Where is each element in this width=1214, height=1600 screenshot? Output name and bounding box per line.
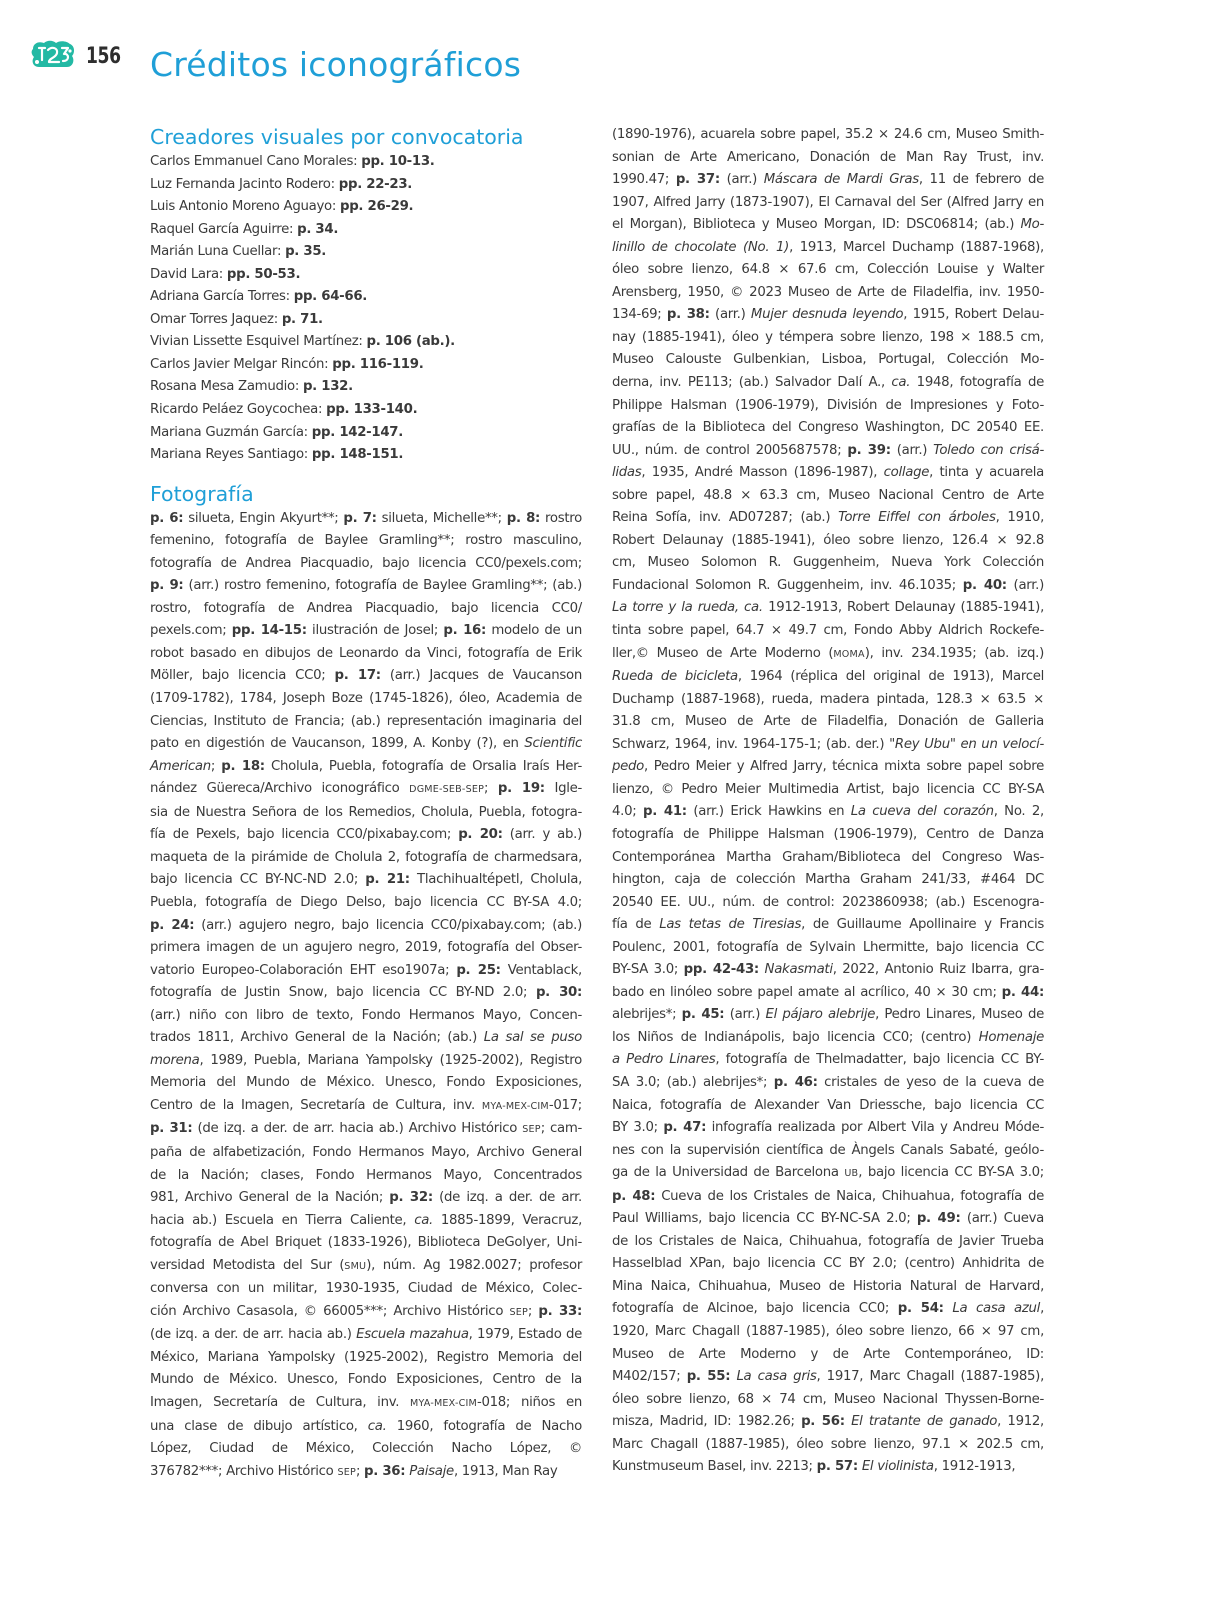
creator-name: Vivian Lissette Esquivel Martínez: — [150, 334, 367, 350]
credit-line: Naica, fotografía de Alexander Van Driessche, bajo licencia CC — [612, 1097, 1044, 1113]
creator-pages: pp. 22-23. — [338, 176, 413, 192]
creator-pages: pp. 116-119. — [332, 356, 424, 372]
creator-pages: pp. 64-66. — [293, 289, 368, 305]
credit-line: UU., núm. de control 2005687578; p. 39: (arr.) Toledo con crisá- — [612, 442, 1044, 458]
credit-line: nández Güereca/Archivo iconográfico DGME-SEB-SEP; p. 19: Igle- — [150, 781, 582, 797]
credit-line: misza, Madrid, ID: 1982.26; p. 56: El tratante de ganado, 1912, — [612, 1414, 1044, 1430]
creator-name: Mariana Reyes Santiago: — [150, 447, 312, 463]
left-column — [150, 124, 582, 1484]
credit-line: Centro de la Imagen, Secretaría de Cultura, inv. MYA-MEX-CIM-017; — [150, 1097, 582, 1113]
credit-line: nay (1885-1941), óleo y témpera sobre lienzo, 198 × 188.5 cm, — [612, 329, 1044, 345]
creator-pages: pp. 26-29. — [339, 199, 414, 215]
credit-line: linillo de chocolate (No. 1), 1913, Marcel Duchamp (1887-1968), — [612, 239, 1044, 255]
credit-line: Arensberg, 1950, © 2023 Museo de Arte de Filadelfia, inv. 1950- — [612, 284, 1044, 300]
creator-item — [150, 399, 582, 422]
credit-line: de la Nación; clases, Fondo Hermanos Mayo, Concentrados — [150, 1167, 582, 1183]
creator-pages: p. 106 (ab.). — [366, 334, 455, 350]
credit-line: tinta sobre papel, 64.7 × 49.7 cm, Fondo Abby Aldrich Rockefe- — [612, 623, 1044, 639]
credit-line: óleo sobre lienzo, 64.8 × 67.6 cm, Colección Louise y Walter — [612, 262, 1044, 278]
credit-line: México, Mariana Yampolsky (1925-2002), Registro Memoria del — [150, 1349, 582, 1365]
creator-item — [150, 286, 582, 309]
credit-line: Rueda de bicicleta, 1964 (réplica del original de 1913), Marcel — [612, 669, 1044, 685]
credit-line: Duchamp (1887-1968), rueda, madera pintada, 128.3 × 63.5 × — [612, 691, 1044, 707]
creator-pages: pp. 133-140. — [326, 402, 418, 418]
credit-line: 20540 EE. UU., núm. de control: 2023860938; (ab.) Escenogra- — [612, 894, 1044, 910]
credit-line: fotografía de Alcinoe, bajo licencia CC0; p. 54: La casa azul, — [612, 1301, 1044, 1317]
credit-line: p. 9: (arr.) rostro femenino, fotografía de Baylee Gramling**; (ab.) — [150, 578, 582, 594]
creators-section-title: Creadores visuales por convocatoria — [150, 125, 524, 149]
creator-name: Adriana García Torres: — [150, 289, 294, 305]
credit-line: a Pedro Linares, fotografía de Thelmadatter, bajo licencia CC BY- — [612, 1052, 1044, 1068]
credit-line: pexels.com; pp. 14-15: ilustración de Josel; p. 16: modelo de un — [150, 623, 582, 639]
credit-line: Museo de Arte Moderno y de Arte Contemporáneo, ID: — [612, 1346, 1044, 1362]
creator-pages: p. 34. — [297, 221, 339, 237]
credit-line: Contemporánea Martha Graham/Biblioteca del Congreso Was- — [612, 849, 1044, 865]
creator-pages: pp. 10-13. — [361, 154, 435, 169]
creator-item — [150, 309, 582, 332]
logo-icon — [30, 40, 76, 70]
credit-line: femenino, fotografía de Baylee Gramling**; rostro masculino, — [150, 533, 582, 549]
creator-item — [150, 174, 582, 197]
credit-line: hington, caja de colección Martha Graham 241/33, #464 DC — [612, 872, 1044, 888]
credit-line: 1920, Marc Chagall (1887-1985), óleo sobre lienzo, 66 × 97 cm, — [612, 1323, 1044, 1339]
creator-name: Raquel García Aguirre: — [150, 221, 298, 237]
credit-line: Poulenc, 2001, fotografía de Sylvain Lhermitte, bajo licencia CC — [612, 939, 1044, 955]
creator-pages: p. 35. — [285, 244, 327, 260]
credit-line: ga de la Universidad de Barcelona UB, bajo licencia CC BY-SA 3.0; — [612, 1165, 1044, 1181]
credit-line: BY-SA 3.0; pp. 42-43: Nakasmati, 2022, Antonio Ruiz Ibarra, gra- — [612, 962, 1044, 978]
credit-line: BY 3.0; p. 47: infografía realizada por Albert Vila y Andreu Móde- — [612, 1120, 1044, 1136]
credit-line: p. 24: (arr.) agujero negro, bajo licencia CC0/pixabay.com; (ab.) — [150, 917, 582, 933]
creator-item — [150, 219, 582, 242]
credit-line: Memoria del Mundo de México. Unesco, Fondo Exposiciones, — [150, 1075, 582, 1091]
creator-name: Mariana Guzmán García: — [150, 424, 312, 440]
credit-line: 1907, Alfred Jarry (1873-1907), El Carnaval del Ser (Alfred Jarry en — [612, 194, 1044, 210]
credit-line: lienzo, © Pedro Meier Multimedia Artist, bajo licencia CC BY-SA — [612, 781, 1044, 797]
credit-line: primera imagen de un agujero negro, 2019, fotografía del Obser- — [150, 940, 582, 956]
credit-line: lidas, 1935, André Masson (1896-1987), collage, tinta y acuarela — [612, 465, 1044, 481]
creator-name: David Lara: — [150, 266, 227, 282]
credit-line: SA 3.0; (ab.) alebrijes*; p. 46: cristales de yeso de la cueva de — [612, 1074, 1044, 1090]
credit-line: (arr.) niño con libro de texto, Fondo Hermanos Mayo, Concen- — [150, 1007, 582, 1023]
credit-line: American; p. 18: Cholula, Puebla, fotografía de Orsalia Iraís Her- — [150, 758, 582, 774]
creator-name: Carlos Javier Melgar Rincón: — [150, 356, 333, 372]
page-number: 156 — [86, 44, 121, 69]
credit-line: 4.0; p. 41: (arr.) Erick Hawkins en La cueva del corazón, No. 2, — [612, 804, 1044, 820]
credit-line: sia de Nuestra Señora de los Remedios, Cholula, Puebla, fotogra- — [150, 804, 582, 820]
creator-name: Ricardo Peláez Goycochea: — [150, 402, 327, 418]
credit-line: Fundacional Solomon R. Guggenheim, inv. 46.1035; p. 40: (arr.) — [612, 577, 1044, 593]
creators-list — [150, 151, 582, 467]
credit-line: 134-69; p. 38: (arr.) Mujer desnuda leyendo, 1915, Robert Delau- — [612, 307, 1044, 323]
creator-pages: pp. 148-151. — [311, 447, 404, 463]
credit-line: Reina Sofía, inv. AD07287; (ab.) Torre Eiffel con árboles, 1910, — [612, 510, 1044, 526]
credit-line: pato en digestión de Vaucanson, 1899, A. Konby (?), en Scientific — [150, 736, 582, 752]
credit-line: 981, Archivo General de la Nación; p. 32: (de izq. a der. de arr. — [150, 1190, 582, 1206]
creator-name: Luz Fernanda Jacinto Rodero: — [150, 176, 339, 192]
credit-line: Museo Calouste Gulbenkian, Lisboa, Portugal, Colección Mo- — [612, 352, 1044, 368]
creator-pages: p. 132. — [302, 379, 353, 395]
credit-line: Puebla, fotografía de Diego Delso, bajo licencia CC BY-SA 4.0; — [150, 894, 582, 910]
credit-line: robot basado en dibujos de Leonardo da Vinci, fotografía de Erik — [150, 645, 582, 661]
creator-name: Carlos Emmanuel Cano Morales: — [150, 154, 362, 169]
creator-name: Rosana Mesa Zamudio: — [150, 379, 303, 395]
credit-line: ller,© Museo de Arte Moderno (MOMA), inv. 234.1935; (ab. izq.) — [612, 645, 1044, 661]
credit-line: Kunstmuseum Basel, inv. 2213; p. 57: El violinista, 1912-1913, — [612, 1459, 1016, 1475]
credit-line: cm, Museo Solomon R. Guggenheim, Nueva York Colección — [612, 555, 1044, 571]
credit-line: Ciencias, Instituto de Francia; (ab.) representación imaginaria del — [150, 713, 582, 729]
credit-line: versidad Metodista del Sur (SMU), núm. Ag 1982.0027; profesor — [150, 1257, 582, 1273]
photography-credits — [150, 508, 582, 1485]
creator-name: Omar Torres Jaquez: — [150, 311, 282, 327]
credit-line: sobre papel, 48.8 × 63.3 cm, Museo Nacional Centro de Arte — [612, 487, 1044, 503]
credit-line: conversa con un militar, 1930-1935, Ciudad de México, Colec- — [150, 1281, 582, 1297]
creator-item — [150, 422, 582, 445]
credit-line: 1990.47; p. 37: (arr.) Máscara de Mardi Gras, 11 de febrero de — [612, 172, 1044, 188]
credit-line: La torre y la rueda, ca. 1912-1913, Robert Delaunay (1885-1941), — [612, 600, 1044, 616]
creator-item — [150, 264, 582, 287]
credit-line: (1709-1782), 1784, Joseph Boze (1745-1826), óleo, Academia de — [150, 691, 582, 707]
credit-line: hacia ab.) Escuela en Tierra Caliente, ca. 1885-1899, Veracruz, — [150, 1212, 582, 1228]
credit-line: (1890-1976), acuarela sobre papel, 35.2 × 24.6 cm, Museo Smith- — [612, 127, 1044, 142]
credit-line: p. 6: silueta, Engin Akyurt**; p. 7: silueta, Michelle**; p. 8: rostro — [150, 510, 582, 526]
credit-line: trados 1811, Archivo General de la Nación; (ab.) La sal se puso — [150, 1030, 582, 1046]
creator-name: Marián Luna Cuellar: — [150, 244, 286, 260]
credit-line: Philippe Halsman (1906-1979), División de Impresiones y Foto- — [612, 397, 1044, 413]
credit-line: fía de Pexels, bajo licencia CC0/pixabay.com; p. 20: (arr. y ab.) — [150, 827, 582, 843]
credit-line: Robert Delaunay (1885-1941), óleo sobre lienzo, 126.4 × 92.8 — [612, 532, 1044, 548]
credit-line: pedo, Pedro Meier y Alfred Jarry, técnica mixta sobre papel sobre — [612, 759, 1044, 775]
credit-line: derna, inv. PE113; (ab.) Salvador Dalí A., ca. 1948, fotografía de — [612, 375, 1044, 391]
credit-line: Möller, bajo licencia CC0; p. 17: (arr.) Jacques de Vaucanson — [150, 668, 582, 684]
credit-line: M402/157; p. 55: La casa gris, 1917, Marc Chagall (1887-1985), — [612, 1369, 1044, 1385]
credit-line: Paul Williams, bajo licencia CC BY-NC-SA 2.0; p. 49: (arr.) Cueva — [612, 1211, 1044, 1227]
credit-line: fotografía de Justin Snow, bajo licencia CC BY-ND 2.0; p. 30: — [150, 985, 582, 1001]
credit-line: 31.8 cm, Museo de Arte de Filadelfia, Donación de Galleria — [612, 714, 1044, 730]
creator-pages: p. 71. — [281, 311, 323, 327]
credit-line: fotografía de Philippe Halsman (1906-1979), Centro de Danza — [612, 826, 1044, 842]
credit-line: 376782***; Archivo Histórico SEP; p. 36: Paisaje, 1913, Man Ray — [150, 1463, 558, 1479]
credit-line: el Morgan), Biblioteca y Museo Morgan, ID: DSC06814; (ab.) Mo- — [612, 217, 1044, 233]
credit-line: ción Archivo Casasola, © 66005***; Archivo Histórico SEP; p. 33: — [150, 1303, 582, 1319]
credit-line: López, Ciudad de México, Colección Nacho López, © — [150, 1441, 582, 1457]
credit-line: alebrijes*; p. 45: (arr.) El pájaro alebrije, Pedro Linares, Museo de — [612, 1007, 1044, 1023]
photography-credits-continued — [612, 124, 1044, 1479]
creator-pages: pp. 142-147. — [311, 424, 403, 440]
credit-line: Mundo de México. Unesco, Fondo Exposiciones, Centro de la — [150, 1372, 582, 1388]
credit-line: p. 31: (de izq. a der. de arr. hacia ab.) Archivo Histórico SEP; cam- — [150, 1121, 582, 1137]
credit-line: Imagen, Secretaría de Cultura, inv. MYA-MEX-CIM-018; niños en — [150, 1394, 582, 1410]
credit-line: los Niños de Indianápolis, bajo licencia CC0; (centro) Homenaje — [612, 1029, 1044, 1045]
creator-item — [150, 331, 582, 354]
credit-line: Marc Chagall (1887-1985), óleo sobre lienzo, 97.1 × 202.5 cm, — [612, 1436, 1044, 1452]
credit-line: óleo sobre lienzo, 68 × 74 cm, Museo Nacional Thyssen-Borne- — [612, 1391, 1044, 1407]
creator-name: Luis Antonio Moreno Aguayo: — [150, 199, 340, 215]
credit-line: fotografía de Abel Briquet (1833-1926), Biblioteca DeGolyer, Uni- — [150, 1235, 582, 1251]
credit-line: Hasselblad XPan, bajo licencia CC BY 2.0; (centro) Anhidrita de — [612, 1256, 1044, 1272]
credit-line: de los Cristales de Naica, Chihuahua, fotografía de Javier Trueba — [612, 1233, 1044, 1249]
credit-line: maqueta de la pirámide de Cholula 2, fotografía de charmedsara, — [150, 849, 582, 865]
photography-section-title: Fotografía — [150, 481, 254, 506]
credit-line: p. 48: Cueva de los Cristales de Naica, Chihuahua, fotografía de — [612, 1188, 1044, 1204]
credit-line: bajo licencia CC BY-NC-ND 2.0; p. 21: Tlachihualtépetl, Cholula, — [150, 872, 582, 888]
creator-item — [150, 354, 582, 377]
credit-line: Mina Naica, Chihuahua, Museo de Historia Natural de Harvard, — [612, 1278, 1044, 1294]
credit-line: fotografía de Andrea Piacquadio, bajo licencia CC0/pexels.com; — [150, 555, 582, 571]
credit-line: nes con la supervisión científica de Àngels Canals Sabaté, geólo- — [612, 1142, 1044, 1158]
creator-item — [150, 376, 582, 399]
credit-line: grafías de la Biblioteca del Congreso Washington, DC 20540 EE. — [612, 420, 1044, 436]
creator-item — [150, 444, 582, 467]
page-title: Créditos iconográficos — [150, 45, 522, 84]
creator-pages: pp. 50-53. — [226, 266, 301, 282]
credit-line: morena, 1989, Puebla, Mariana Yampolsky (1925-2002), Registro — [150, 1052, 582, 1068]
creator-item — [150, 196, 582, 219]
credit-line: Schwarz, 1964, inv. 1964-175-1; (ab. der.) "Rey Ubu" en un velocí- — [612, 736, 1044, 752]
credit-line: bado en linóleo sobre papel amate al acrílico, 40 × 30 cm; p. 44: — [612, 984, 1044, 1000]
credit-line: sonian de Arte Americano, Donación de Man Ray Trust, inv. — [612, 149, 1044, 165]
credit-line: rostro, fotografía de Andrea Piacquadio, bajo licencia CC0/ — [150, 600, 582, 616]
credit-line: una clase de dibujo artístico, ca. 1960, fotografía de Nacho — [150, 1418, 582, 1434]
credit-line: (de izq. a der. de arr. hacia ab.) Escuela mazahua, 1979, Estado de — [150, 1327, 582, 1343]
right-column — [612, 124, 1044, 1479]
credit-line: paña de alfabetización, Fondo Hermanos Mayo, Archivo General — [150, 1144, 582, 1160]
credit-line: vatorio Europeo-Colaboración EHT eso1907a; p. 25: Ventablack, — [150, 962, 582, 978]
credit-line: fía de Las tetas de Tiresias, de Guillaume Apollinaire y Francis — [612, 917, 1044, 933]
creator-item — [150, 241, 582, 264]
creator-item — [150, 151, 582, 174]
